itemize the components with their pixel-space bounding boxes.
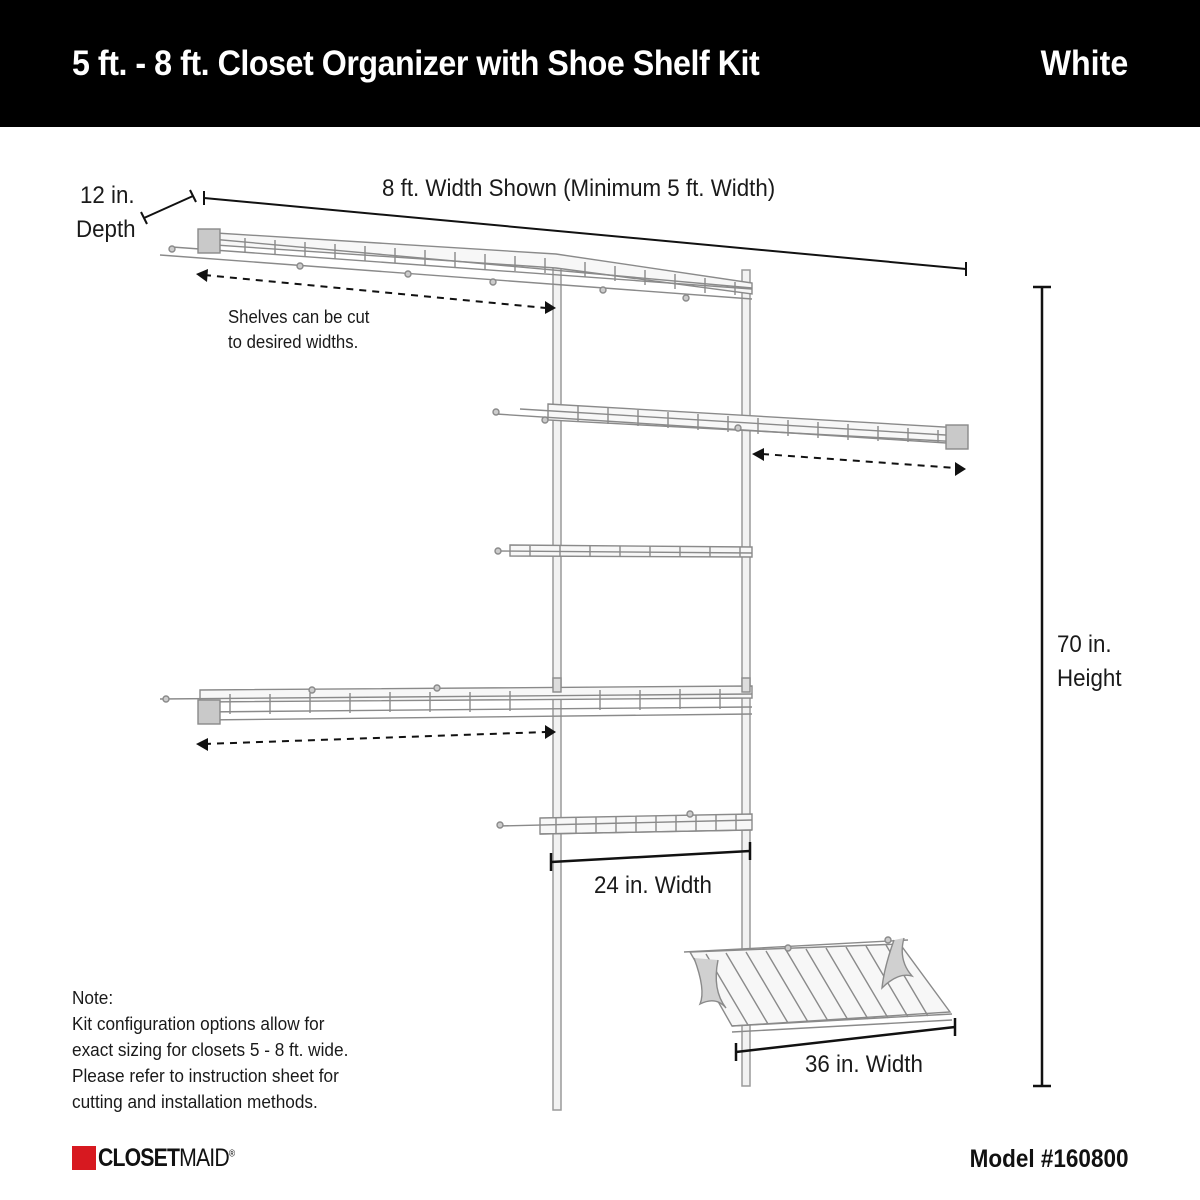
product-color: White	[1040, 44, 1128, 83]
closetmaid-logo	[72, 1144, 258, 1172]
shelf-width-label: 24 in. Width	[594, 872, 712, 899]
cut-arrow-lower	[196, 725, 556, 751]
cut-note-line-1: Shelves can be cut	[228, 307, 370, 327]
shoe-shelf	[684, 937, 952, 1032]
shoe-shelf-width-label: 36 in. Width	[805, 1051, 923, 1078]
kit-note	[72, 985, 348, 1115]
cut-note-line-2: to desired widths.	[228, 332, 359, 352]
note-heading: Note:	[72, 987, 114, 1008]
depth-dimension-line	[141, 190, 196, 224]
brand-red-square-icon	[72, 1146, 96, 1170]
middle-shelf	[495, 545, 752, 557]
model-number: Model #160800	[969, 1145, 1128, 1173]
brand-wordmark: CLOSETMAID®	[98, 1143, 235, 1172]
height-label-text: Height	[1057, 665, 1122, 692]
note-line-4: cutting and installation methods.	[72, 1091, 318, 1112]
shelf-width-dimension-line	[551, 842, 750, 871]
lower-left-shelf	[160, 678, 752, 724]
note-line-2: exact sizing for closets 5 - 8 ft. wide.	[72, 1039, 349, 1060]
depth-label-text: Depth	[76, 216, 136, 243]
width-label: 8 ft. Width Shown (Minimum 5 ft. Width)	[382, 175, 776, 202]
note-line-3: Please refer to instruction sheet for	[72, 1065, 339, 1086]
cut-arrow-right	[752, 448, 966, 476]
twenty-four-inch-shelf	[497, 811, 752, 834]
depth-label-value: 12 in.	[80, 182, 135, 209]
height-dimension-line	[1033, 287, 1051, 1086]
height-label-value: 70 in.	[1057, 631, 1112, 658]
note-line-1: Kit configuration options allow for	[72, 1013, 325, 1034]
upper-right-shelf	[493, 404, 968, 449]
product-title: 5 ft. - 8 ft. Closet Organizer with Shoe Shelf Kit	[72, 44, 760, 83]
